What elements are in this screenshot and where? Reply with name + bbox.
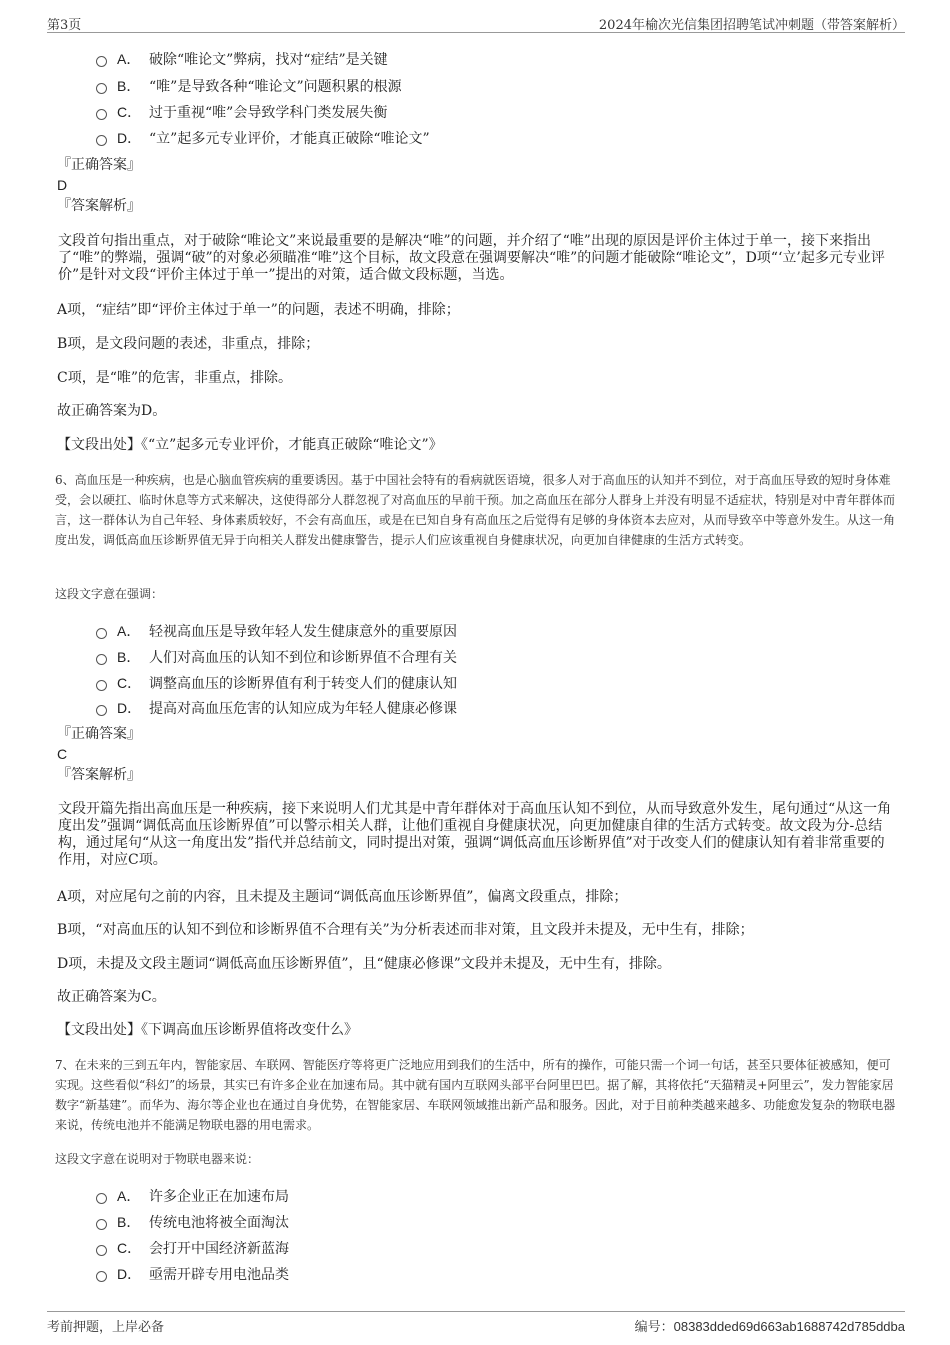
radio-icon[interactable] — [96, 628, 107, 639]
source-citation: 【文段出处】《下调高血压诊断界值将改变什么》 — [57, 1022, 358, 1038]
answer-label: 『正确答案』 — [57, 157, 141, 173]
option-text: 轻视高血压是导致年轻人发生健康意外的重要原因 — [149, 624, 457, 640]
option-text: 人们对高血压的认知不到位和诊断界值不合理有关 — [149, 650, 457, 666]
analysis-note: A项，“症结”即“评价主体过于单一”的问题，表述不明确，排除； — [57, 302, 460, 318]
q7-option-d[interactable]: D． 亟需开辟专用电池品类 — [96, 1262, 289, 1286]
analysis-note: C项，是“唯”的危害，非重点，排除。 — [57, 370, 293, 386]
option-text: 提高对高血压危害的认知应成为年轻人健康必修课 — [149, 701, 457, 717]
radio-icon[interactable] — [96, 1271, 107, 1282]
option-text: 破除“唯论文”弊病，找对“症结”是关键 — [149, 52, 388, 68]
radio-icon[interactable] — [96, 135, 107, 146]
radio-icon[interactable] — [96, 109, 107, 120]
question-passage: 7、在未来的三到五年内，智能家居、车联网、智能医疗等将更广泛地应用到我们的生活中，所有的操作，可能只需一个词一句话，甚至只要体征被感知，便可实现。这些看似“科幻”的场景，其实已有许多企业在加速布局。其中就有国内互联网头部平台阿里巴巴。据了解，其将依托“天猫精灵+阿里云”，发力智能家居数字“新基建”。而华为、海尔等企业也在通过自身优势，在智能家居、车联网领域推出新产品和服务。因此，对于目前种类越来越多、功能愈发复杂的物联电器来说，传统电池并不能满足物联电器的用电需求。 — [55, 1058, 896, 1132]
page-header — [47, 12, 905, 33]
analysis-text: 文段开篇先指出高血压是一种疾病，接下来说明人们尤其是中青年群体对于高血压认知不到位，从而导致意外发生，尾句通过“从这一角度出发”强调“调低高血压诊断界值”可以警示相关人群，让他们重视自身健康状况，向更加健康自律的生活方式转变。故文段为分-总结构，通过尾句“从这一角度出发”指代并总结前文，同时提出对策，强调“调低高血压诊断界值”对于改变人们的健康认知有着非常重要的作用，对应C项。 — [58, 801, 892, 868]
footer-slogan: 考前押题，上岸必备 — [47, 1320, 165, 1335]
source-citation: 【文段出处】《“立”起多元专业评价，才能真正破除“唯论文”》 — [57, 437, 443, 453]
analysis-text: 文段首句指出重点，对于破除“唯论文”来说最重要的是解决“唯”的问题，并介绍了“唯”出现的原因是评价主体过于单一，接下来指出了“唯”的弊端，强调“破”的对象必须瞄准“唯”这个目标，故文段意在强调要解决“唯”的问题才能破除“唯论文”，D项“‘立’起多元专业评价”是针对文段“评价主体过于单一”提出的对策，适合做文段标题，当选。 — [58, 233, 885, 283]
q7-option-b[interactable]: B． 传统电池将被全面淘汰 — [96, 1210, 289, 1234]
option-text: 亟需开辟专用电池品类 — [149, 1267, 289, 1283]
radio-icon[interactable] — [96, 654, 107, 665]
q7-option-a[interactable]: A． 许多企业正在加速布局 — [96, 1184, 289, 1208]
radio-icon[interactable] — [96, 680, 107, 691]
q5-option-b[interactable]: B． “唯”是导致各种“唯论文”问题积累的根源 — [96, 74, 402, 98]
question-passage: 6、高血压是一种疾病，也是心脑血管疾病的重要诱因。基于中国社会特有的看病就医语境，很多人对于高血压的认知并不到位，对于高血压导致的短时身体难受，会以硬扛、临时休息等方式来解决，这使得部分人群忽视了对高血压的早前干预。加之高血压在部分人群身上并没有明显不适症状，特别是对中青年群体而言，这一群体认为自己年轻、身体素质较好，不会有高血压，或是在已知自身有高血压之后觉得有足够的身体资本去应对，从而导致卒中等意外发生。从这一角度出发，调低高血压诊断界值无异于向相关人群发出健康警告，提示人们应该重视自身健康状况，向更加自律健康的生活方式转变。 — [55, 473, 896, 547]
option-text: 过于重视“唯”会导致学科门类发展失衡 — [149, 105, 388, 121]
analysis-note: A项，对应尾句之前的内容，且未提及主题词“调低高血压诊断界值”，偏离文段重点，排除； — [57, 889, 628, 905]
analysis-label: 『答案解析』 — [57, 767, 141, 783]
radio-icon[interactable] — [96, 1245, 107, 1256]
serial-number — [635, 1316, 905, 1335]
q6-option-d[interactable]: D． 提高对高血压危害的认知应成为年轻人健康必修课 — [96, 696, 457, 720]
question-prompt: 这段文字意在强调： — [55, 587, 164, 601]
q6-option-b[interactable]: B． 人们对高血压的认知不到位和诊断界值不合理有关 — [96, 645, 457, 669]
radio-icon[interactable] — [96, 83, 107, 94]
serial-value: 08383dded69d663ab1688742d785ddba — [673, 1319, 905, 1334]
analysis-note: D项，未提及文段主题词“调低高血压诊断界值”，且“健康必修课”文段并未提及，无中生有，排除。 — [57, 956, 671, 972]
serial-label: 编号： — [634, 1319, 674, 1334]
radio-icon[interactable] — [96, 56, 107, 67]
page-footer — [47, 1311, 905, 1336]
radio-icon[interactable] — [96, 705, 107, 716]
page-number: 第3页 — [47, 18, 82, 33]
option-text: “立”起多元专业评价，才能真正破除“唯论文” — [149, 131, 430, 147]
correct-answer: D — [57, 177, 68, 193]
option-text: 传统电池将被全面淘汰 — [149, 1215, 289, 1231]
option-text: “唯”是导致各种“唯论文”问题积累的根源 — [149, 79, 402, 95]
analysis-note: 故正确答案为C。 — [57, 989, 166, 1005]
option-text: 调整高血压的诊断界值有利于转变人们的健康认知 — [149, 676, 457, 692]
analysis-note: B项，是文段问题的表述，非重点，排除； — [57, 336, 320, 352]
question-prompt: 这段文字意在说明对于物联电器来说： — [55, 1152, 260, 1166]
q6-option-c[interactable]: C． 调整高血压的诊断界值有利于转变人们的健康认知 — [96, 671, 457, 695]
q5-option-a[interactable]: A． 破除“唯论文”弊病，找对“症结”是关键 — [96, 47, 388, 71]
document-title: 2024年榆次光信集团招聘笔试冲刺题（带答案解析） — [598, 18, 905, 33]
analysis-note: B项，“对高血压的认知不到位和诊断界值不合理有关”为分析表述而非对策，且文段并未提及，无中生有，排除； — [57, 922, 754, 938]
correct-answer: C — [57, 746, 68, 762]
analysis-label: 『答案解析』 — [57, 198, 141, 214]
q5-option-d[interactable]: D． “立”起多元专业评价，才能真正破除“唯论文” — [96, 126, 430, 150]
radio-icon[interactable] — [96, 1193, 107, 1204]
analysis-note: 故正确答案为D。 — [57, 403, 167, 419]
option-text: 许多企业正在加速布局 — [149, 1189, 289, 1205]
q7-option-c[interactable]: C． 会打开中国经济新蓝海 — [96, 1236, 289, 1260]
radio-icon[interactable] — [96, 1219, 107, 1230]
answer-label: 『正确答案』 — [57, 726, 141, 742]
q5-option-c[interactable]: C． 过于重视“唯”会导致学科门类发展失衡 — [96, 100, 387, 124]
option-text: 会打开中国经济新蓝海 — [149, 1241, 289, 1257]
q6-option-a[interactable]: A． 轻视高血压是导致年轻人发生健康意外的重要原因 — [96, 619, 457, 643]
